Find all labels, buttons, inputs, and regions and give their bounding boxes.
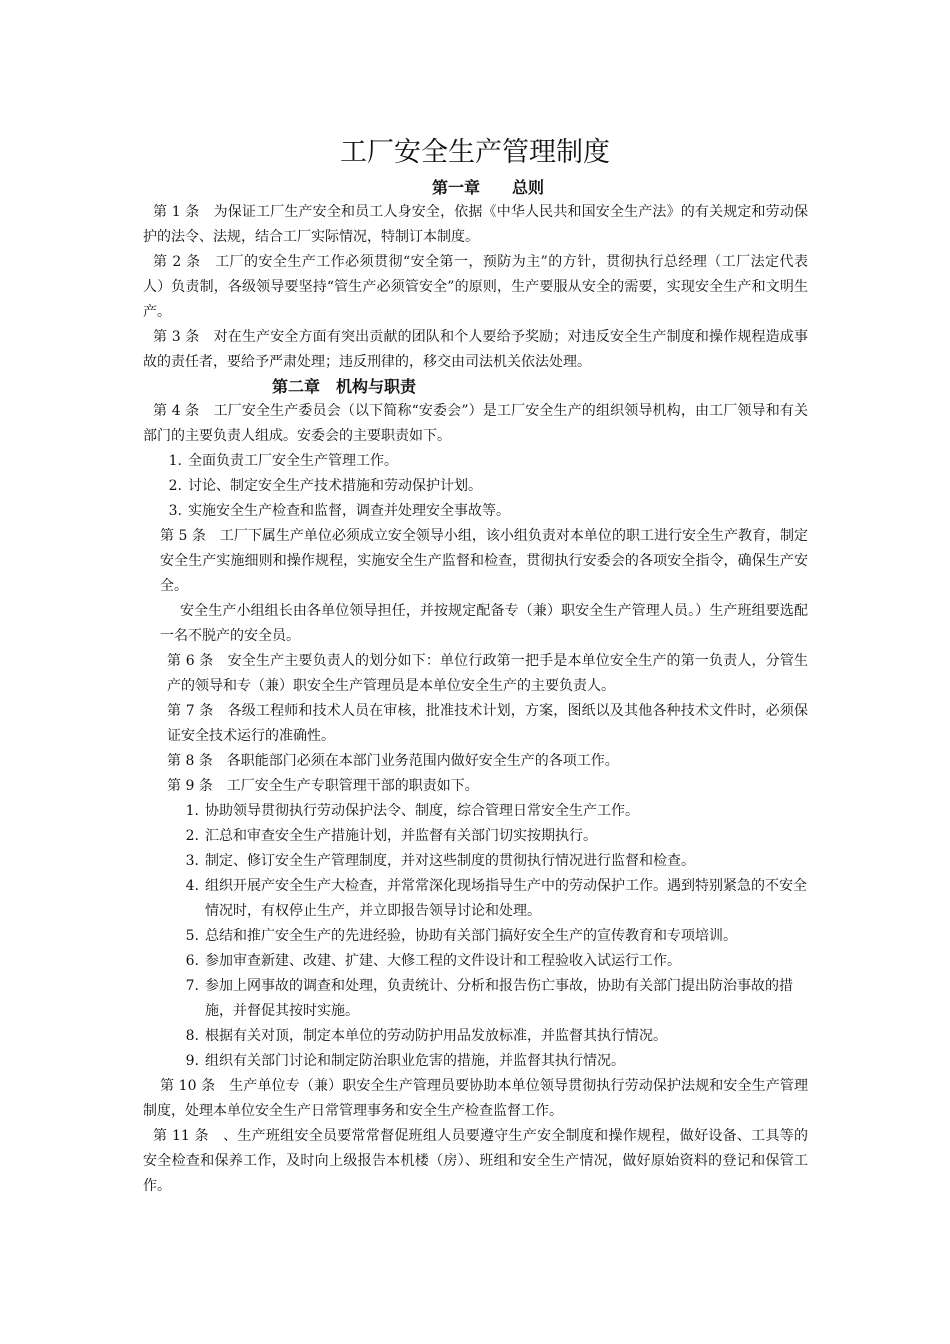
list-item: 1. 全面负责工厂安全生产管理工作。 <box>168 453 398 469</box>
list-item: 7. 参加上网事故的调查和处理，负责统计、分析和报告伤亡事故，协助有关部门提出防治事故的措施，并督促其按时实施。 <box>185 978 793 1019</box>
duty-list <box>185 799 808 1074</box>
list-item: 3. 实施安全生产检查和监督，调查并处理安全事故等。 <box>168 503 510 519</box>
list-item: 3. 制定、修订安全生产管理制度，并对这些制度的贯彻执行情况进行监督和检查。 <box>185 853 695 869</box>
list-item: 8. 根据有关对顶，制定本单位的劳动防护用品发放标准，并监督其执行情况。 <box>185 1028 667 1044</box>
list-item: 1. 协助领导贯彻执行劳动保护法令、制度，综合管理日常安全生产工作。 <box>185 803 639 819</box>
article: 第 10 条 生产单位专（兼）职安全生产管理员要协助本单位领导贯彻执行劳动保护法规和安全生产管理制度，处理本单位安全生产日常管理事务和安全生产检查监督工作。 <box>143 1078 808 1119</box>
list-item: 5. 总结和推广安全生产的先进经验，协助有关部门搞好安全生产的宣传教育和专项培训。 <box>185 928 737 944</box>
article: 第 9 条 工厂安全生产专职管理干部的职责如下。 <box>167 778 479 794</box>
list-item: 9. 组织有关部门讨论和制定防治职业危害的措施，并监督其执行情况。 <box>185 1053 625 1069</box>
article: 第 5 条 工厂下属生产单位必须成立安全领导小组，该小组负责对本单位的职工进行安全生产教育，制定安全生产实施细则和操作规程，实施安全生产监督和检查，贯彻执行安委会的各项安全指令，确保生产安全。 <box>160 528 808 594</box>
article: 第 3 条 对在生产安全方面有突出贡献的团队和个人要给予奖励；对违反安全生产制度和操作规程造成事故的责任者，要给予严肃处理；违反刑律的，移交由司法机关依法处理。 <box>143 329 808 370</box>
duty-list <box>168 449 808 524</box>
chapter-heading: 第一章 总则 <box>431 178 544 197</box>
article: 第 1 条 为保证工厂生产安全和员工人身安全，依据《中华人民共和国安全生产法》的有关规定和劳动保护的法令、法规，结合工厂实际情况，特制订本制度。 <box>143 204 808 245</box>
chapter-1-body <box>143 200 808 375</box>
list-item: 6. 参加审查新建、改建、扩建、大修工程的文件设计和工程验收入试运行工作。 <box>185 953 681 969</box>
article: 第 2 条 工厂的安全生产工作必须贯彻“安全第一，预防为主”的方针，贯彻执行总经理（工厂法定代表人）负责制，各级领导要坚持“管生产必须管安全”的原则，生产要服从安全的需要，实现安全生产和文明生产。 <box>143 254 808 320</box>
list-item: 2. 汇总和审查安全生产措施计划，并监督有关部门切实按期执行。 <box>185 828 597 844</box>
chapter-2-body <box>143 399 808 1199</box>
article: 第 6 条 安全生产主要负责人的划分如下：单位行政第一把手是本单位安全生产的第一负责人，分管生产的领导和专（兼）职安全生产管理员是本单位安全生产的主要负责人。 <box>167 653 808 694</box>
chapter-heading: 第二章 机构与职责 <box>272 377 417 396</box>
article: 第 11 条 、生产班组安全员要常常督促班组人员要遵守生产安全制度和操作规程，做好设备、工具等的安全检查和保养工作，及时向上级报告本机楼（房）、班组和安全生产情况，做好原始资料的登记和保管工作。 <box>143 1128 808 1194</box>
list-item: 4. 组织开展产安全生产大检查，并常常深化现场指导生产中的劳动保护工作。遇到特别紧急的不安全情况时，有权停止生产，并立即报告领导讨论和处理。 <box>185 878 807 919</box>
article-paragraph: 安全生产小组组长由各单位领导担任，并按规定配备专（兼）职安全生产管理人员。）生产班组要选配一名不脱产的安全员。 <box>160 603 808 644</box>
list-item: 2. 讨论、制定安全生产技术措施和劳动保护计划。 <box>168 478 482 494</box>
article: 第 8 条 各职能部门必须在本部门业务范围内做好安全生产的各项工作。 <box>167 753 619 769</box>
article: 第 7 条 各级工程师和技术人员在审核，批准技术计划，方案，图纸以及其他各种技术文件时，必须保证安全技术运行的准确性。 <box>167 703 808 744</box>
article: 第 4 条 工厂安全生产委员会（以下简称“安委会”）是工厂安全生产的组织领导机构，由工厂领导和有关部门的主要负责人组成。安委会的主要职责如下。 <box>143 403 808 444</box>
document-title: 工厂安全生产管理制度 <box>340 137 610 168</box>
